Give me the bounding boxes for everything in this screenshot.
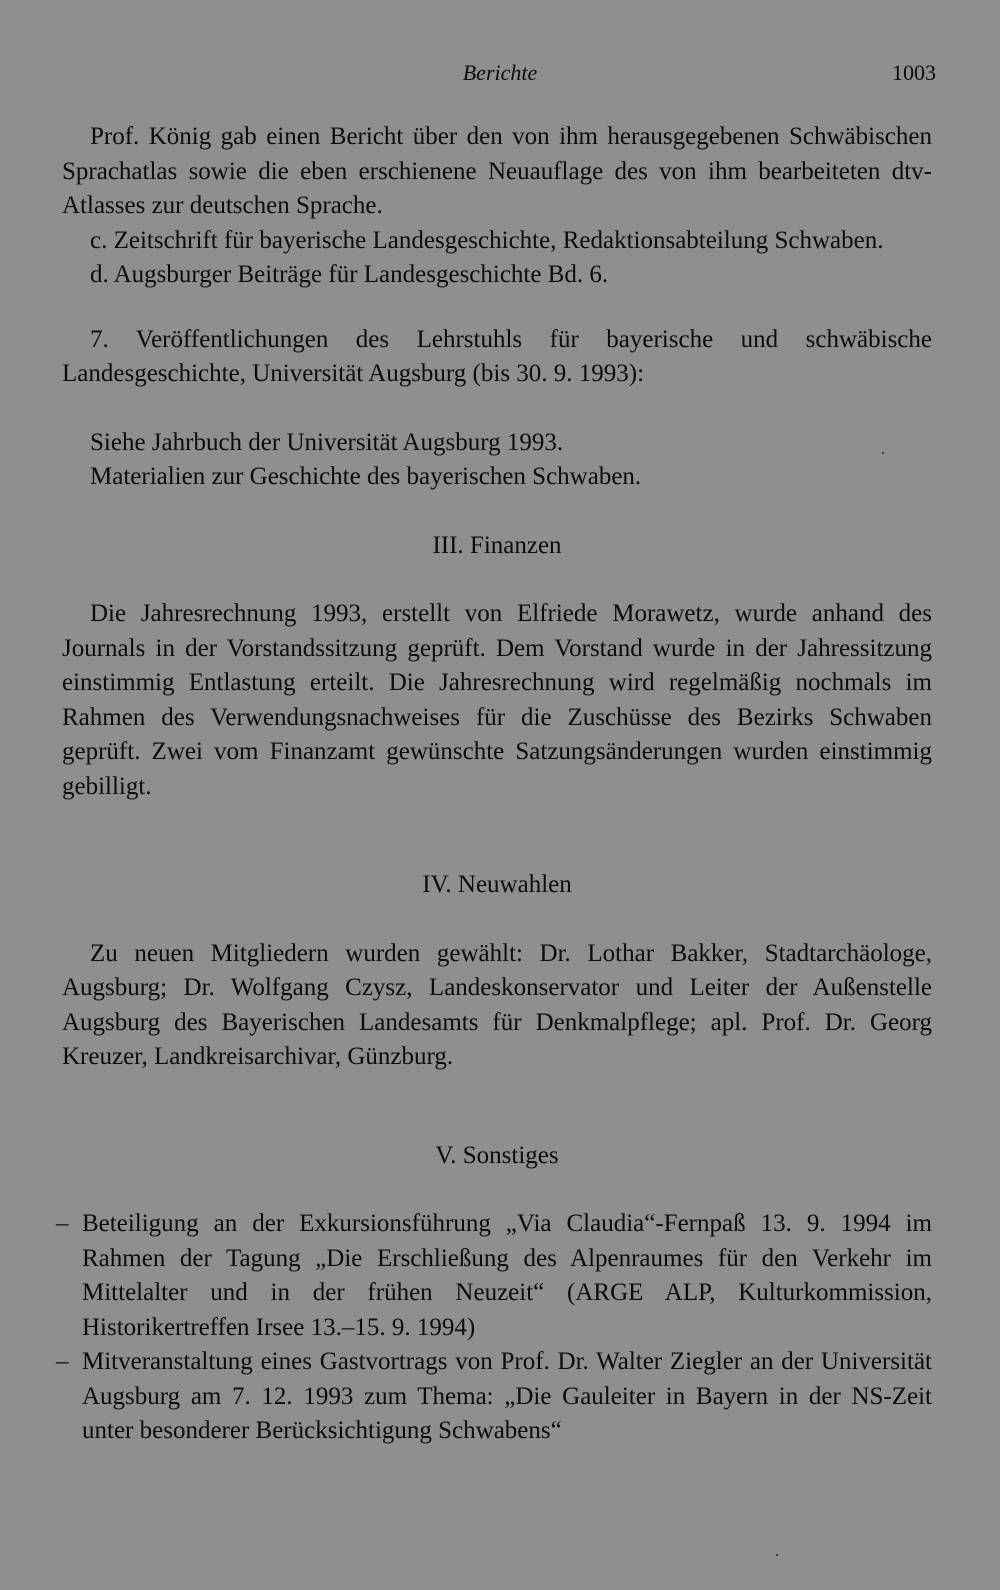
page-body [56,120,932,1449]
spacer [62,1109,932,1139]
list-item-d: d. Augsburger Beiträge für Landesgeschichte Bd. 6. [90,261,609,288]
section-heading-finanzen: III. Finanzen [432,531,562,559]
list-item [56,1345,932,1449]
dash-bullet: – [56,1210,69,1237]
running-title: Berichte [462,60,538,85]
scan-speck [776,1554,778,1556]
list-item [56,1207,932,1345]
spacer [62,563,932,597]
spacer [62,804,932,838]
section-7-line-2: Materialien zur Geschichte des bayerischen Schwaben. [90,463,642,490]
spacer [62,838,932,868]
section-heading-sonstiges: V. Sonstiges [435,1141,559,1169]
list-item-text: Beteiligung an der Exkursionsführung „Via Claudia“-Fernpaß 13. 9. 1994 im Rahmen der Tagung „Die Erschließung des Alpenraumes für den Verkehr im Mittelalter und in der frühen Neuzeit“ (ARGE ALP, Kulturkommission, Historikertreffen Irsee 13.–15. 9. 1994) [82,1210,932,1341]
sonstiges-list [56,1207,932,1449]
scan-speck [882,452,884,454]
paragraph-finanzen: Die Jahresrechnung 1993, erstellt von Elfriede Morawetz, wurde anhand des Journals in der Vorstandssitzung geprüft. Dem Vorstand wurde in der Jahressitzung einstimmig Entlastung erteilt. Die Jahresrechnung wird regelmäßig nochmals im Rahmen des Verwendungsnachweises für die Zuschüsse des Bezirks Schwaben geprüft. Zwei vom Finanzamt gewünschte Satzungsänderungen wurden einstimmig gebilligt. [62,600,932,800]
spacer [62,392,932,426]
spacer [62,903,932,937]
list-item-c: c. Zeitschrift für bayerische Landesgeschichte, Redaktionsabteilung Schwaben. [90,226,884,254]
section-heading-neuwahlen: IV. Neuwahlen [422,871,572,898]
dash-bullet: – [56,1348,69,1375]
spacer [62,495,932,529]
spacer [62,293,932,323]
spacer [62,1075,932,1109]
section-7-heading: 7. Veröffentlichungen des Lehrstuhls für bayerische und schwäbische Landesgeschichte, Universität Augsburg (bis 30. 9. 1993): [62,325,932,387]
spacer [62,1173,932,1207]
list-item-text: Mitveranstaltung eines Gastvortrags von Prof. Dr. Walter Ziegler an der Universität Augsburg am 7. 12. 1993 zum Thema: „Die Gauleiter in Bayern in der NS-Zeit unter besonderer Berücksichtigung Schwabens“ [82,1348,932,1444]
running-header [0,56,1000,92]
page-number: 1003 [892,60,936,85]
paragraph-neuwahlen: Zu neuen Mitgliedern wurden gewählt: Dr. Lothar Bakker, Stadtarchäologe, Augsburg; Dr. Wolfgang Czysz, Landeskonservator und Leiter der Außenstelle Augsburg des Bayerischen Landesamts für Denkmalpflege; apl. Prof. Dr. Georg Kreuzer, Landkreisarchivar, Günzburg. [62,939,932,1070]
section-7-line-1: Siehe Jahrbuch der Universität Augsburg 1993. [90,428,564,456]
paragraph-koenig-report: Prof. König gab einen Bericht über den von ihm herausgegebenen Schwäbischen Sprachatlas sowie die eben erschienene Neuauflage des von ihm bearbeiteten dtv-Atlasses zur deutschen Sprache. [62,123,932,219]
